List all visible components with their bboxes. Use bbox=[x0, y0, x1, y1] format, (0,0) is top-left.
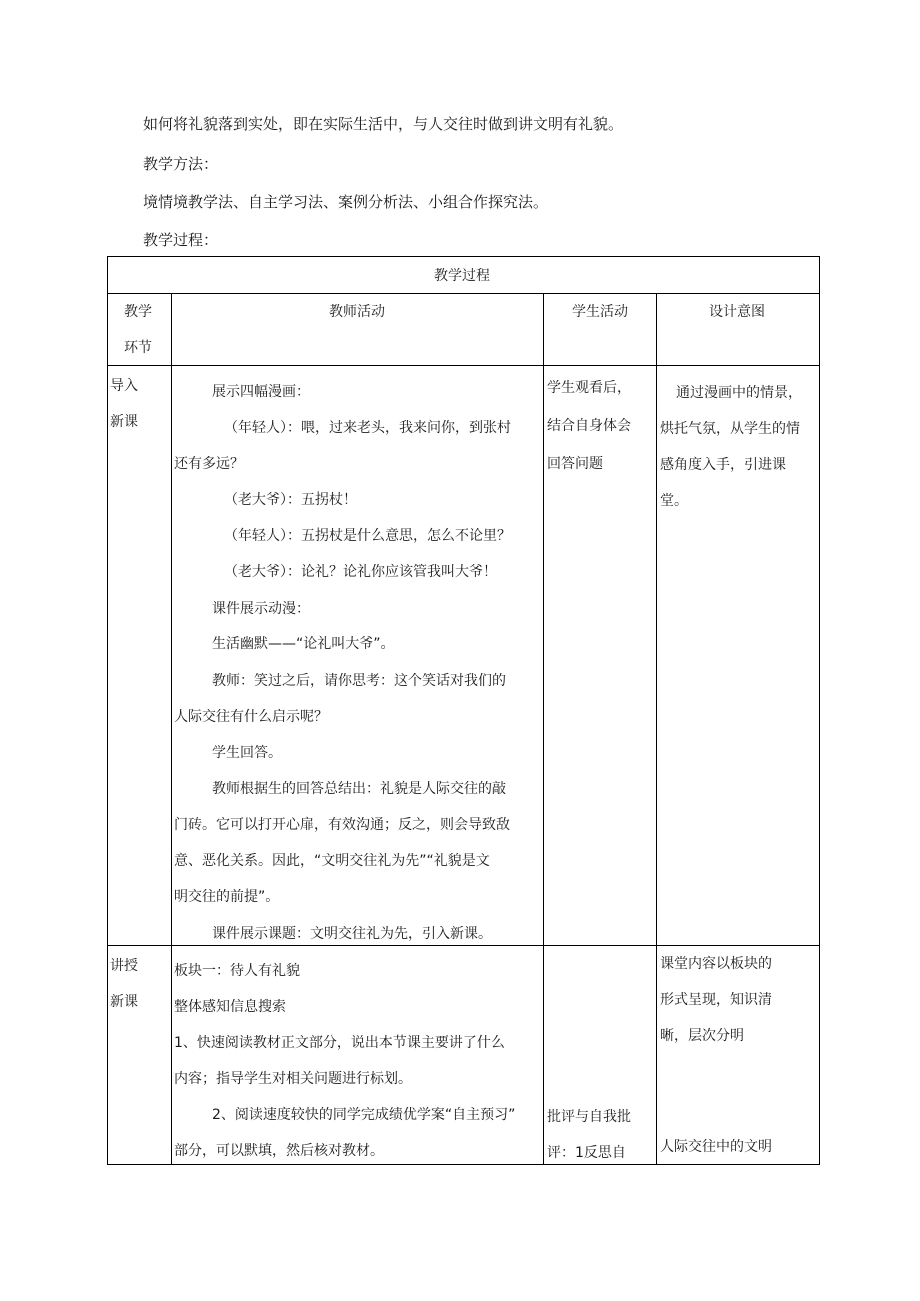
table-border bbox=[819, 256, 820, 1165]
row1-student-line: 回答问题 bbox=[547, 456, 603, 472]
table-border bbox=[171, 293, 172, 1165]
table-border bbox=[107, 256, 108, 1165]
header-teacher: 教师活动 bbox=[329, 304, 385, 320]
table-border bbox=[543, 293, 544, 1165]
row2-student-line: 评：1反思自 bbox=[547, 1145, 626, 1161]
row2-teacher-line: 2、阅读速度较快的同学完成绩优学案“自主预习” bbox=[212, 1107, 516, 1123]
row2-design-line: 人际交往中的文明 bbox=[660, 1139, 772, 1155]
table-border bbox=[107, 945, 820, 946]
row2-teacher-line: 板块一：待人有礼貌 bbox=[174, 963, 300, 979]
header-segment: 环节 bbox=[124, 340, 152, 356]
row2-design-line: 晰，层次分明 bbox=[660, 1028, 744, 1044]
intro-line: 如何将礼貌落到实处，即在实际生活中，与人交往时做到讲文明有礼貌。 bbox=[143, 115, 624, 133]
header-design: 设计意图 bbox=[709, 304, 765, 320]
row1-teacher-line: 教师：笑过之后，请你思考：这个笑话对我们的 bbox=[212, 673, 506, 689]
table-title: 教学过程 bbox=[434, 268, 490, 284]
header-student: 学生活动 bbox=[572, 304, 628, 320]
row1-teacher-line: 门砖。它可以打开心扉，有效沟通；反之，则会导致敌 bbox=[174, 817, 510, 833]
row1-design-line: 烘托气氛，从学生的情 bbox=[660, 421, 800, 437]
table-border bbox=[107, 293, 820, 294]
row1-teacher-line: 生活幽默——“论礼叫大爷”。 bbox=[212, 636, 395, 652]
row1-teacher-line: 课件展示动漫： bbox=[212, 601, 310, 617]
row1-teacher-line: 还有多远？ bbox=[174, 456, 244, 472]
row1-teacher-line: 展示四幅漫画： bbox=[212, 384, 310, 400]
row2-student-line: 批评与自我批 bbox=[547, 1109, 631, 1125]
row1-segment: 新课 bbox=[110, 414, 138, 430]
method-heading: 教学方法： bbox=[143, 155, 219, 173]
row2-teacher-line: 整体感知信息搜索 bbox=[174, 999, 286, 1015]
table-border bbox=[107, 256, 820, 257]
row1-teacher-line: 教师根据生的回答总结出：礼貌是人际交往的敲 bbox=[212, 781, 506, 797]
row1-teacher-line: （年轻人）：喂，过来老头，我来问你，到张村 bbox=[224, 420, 511, 436]
header-segment: 教学 bbox=[124, 304, 152, 320]
row1-teacher-line: （老大爷）：论礼？论礼你应该管我叫大爷！ bbox=[224, 564, 497, 580]
row2-teacher-line: 部分，可以默填，然后核对教材。 bbox=[174, 1143, 384, 1159]
process-heading: 教学过程： bbox=[143, 231, 219, 249]
row1-design-line: 通过漫画中的情景， bbox=[676, 385, 802, 401]
row1-teacher-line: （老大爷）：五拐杖！ bbox=[224, 492, 357, 508]
row1-design-line: 堂。 bbox=[660, 493, 688, 509]
row1-student-line: 结合自身体会 bbox=[547, 418, 631, 434]
table-border bbox=[656, 293, 657, 1165]
row1-student-line: 学生观看后， bbox=[547, 380, 631, 396]
row2-segment: 讲授 bbox=[110, 958, 138, 974]
row1-design-line: 感角度入手，引进课 bbox=[660, 457, 786, 473]
row1-segment: 导入 bbox=[110, 378, 138, 394]
row2-design-line: 课堂内容以板块的 bbox=[660, 956, 772, 972]
row1-teacher-line: 人际交往有什么启示呢？ bbox=[174, 709, 328, 725]
row1-teacher-line: 意、恶化关系。因此，“文明交往礼为先”“礼貌是文 bbox=[174, 853, 490, 869]
row2-teacher-line: 1、快速阅读教材正文部分，说出本节课主要讲了什么 bbox=[174, 1035, 505, 1051]
row1-teacher-line: 课件展示课题：文明交往礼为先，引入新课。 bbox=[212, 926, 492, 942]
row2-segment: 新课 bbox=[110, 994, 138, 1010]
row2-design-line: 形式呈现，知识清 bbox=[660, 992, 772, 1008]
row1-teacher-line: 明交往的前提”。 bbox=[174, 889, 280, 905]
row1-teacher-line: （年轻人）：五拐杖是什么意思，怎么不论里？ bbox=[224, 528, 511, 544]
methods-text: 境情境教学法、自主学习法、案例分析法、小组合作探究法。 bbox=[143, 193, 549, 211]
table-border bbox=[107, 1164, 820, 1165]
row2-teacher-line: 内容；指导学生对相关问题进行标划。 bbox=[174, 1071, 412, 1087]
table-border bbox=[107, 365, 820, 366]
row1-teacher-line: 学生回答。 bbox=[212, 745, 282, 761]
